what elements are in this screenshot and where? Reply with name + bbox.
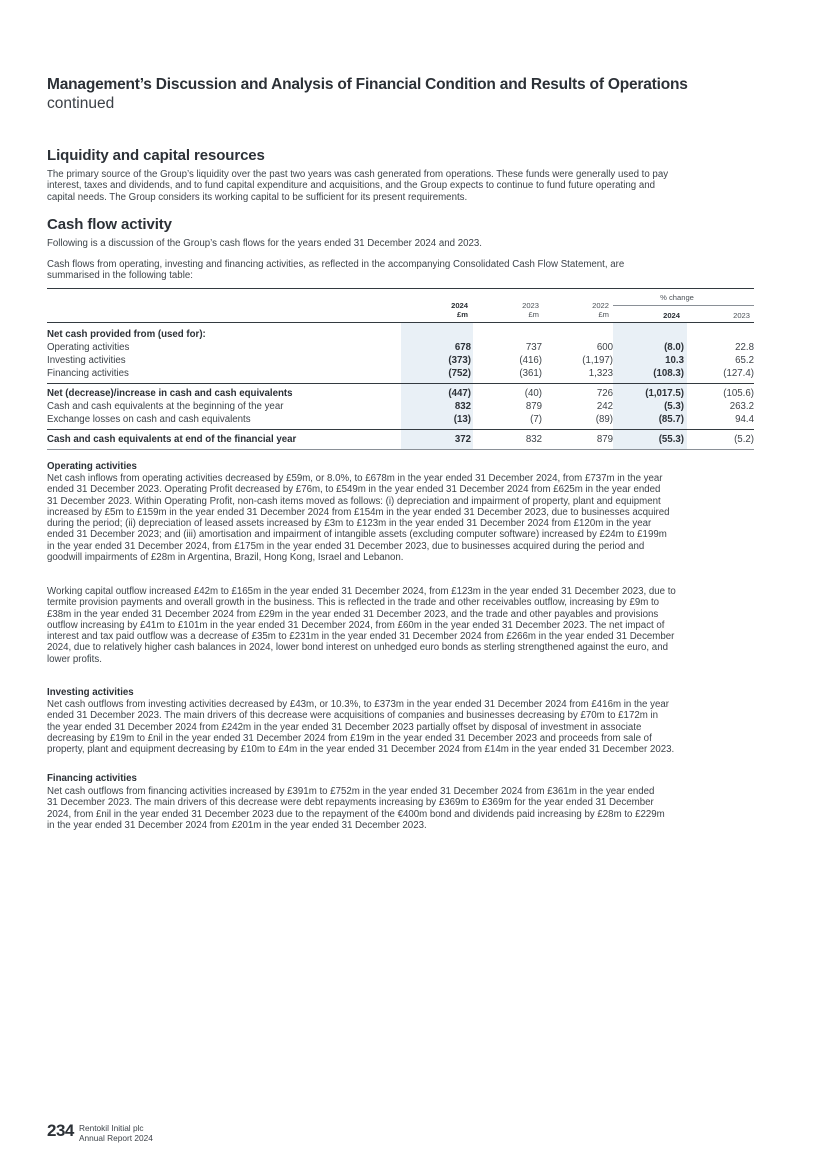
text-line: decreasing by £19m to £nil in the year ended 31 December 2024 from £19m in the year ended 31 December 2023 and proceeds from sale of [47, 732, 652, 744]
operating-paragraph-2 [47, 586, 754, 665]
subtotal-rule [47, 383, 754, 384]
table-top-rule [47, 288, 754, 289]
text-line: summarised in the following table: [47, 270, 193, 282]
table-cell: 263.2 [729, 401, 754, 412]
text-line: during the period; (ii) depreciation of leased assets increased by £3m to £123m in the year ended 31 December 2024 from £120m in the year [47, 518, 652, 530]
table-row-label: Cash and cash equivalents at end of the financial year [47, 434, 297, 445]
table-row-label: Exchange losses on cash and cash equivalents [47, 414, 251, 425]
table-cell: (5.2) [734, 434, 754, 445]
table-cell: (13) [453, 414, 471, 425]
footer-company [79, 1124, 153, 1143]
table-cell: 22.8 [735, 342, 754, 353]
table-row-label: Operating activities [47, 342, 130, 353]
table-cell: 1,323 [588, 368, 613, 379]
text-line: termite provision payments and overall growth in the business. This is reflected in the trade and other receivables outflow, increasing by £9m to [47, 597, 660, 609]
table-bottom-rule [47, 449, 754, 450]
table-cell: (55.3) [658, 434, 684, 445]
table-cell: (373) [448, 355, 471, 366]
table-cell: 879 [525, 401, 542, 412]
table-cell: 94.4 [735, 414, 754, 425]
table-cell: 678 [454, 342, 471, 353]
text-line: ended 31 December 2023. The main drivers of this decrease were acquisitions of companies and businesses decreasing by £70m to £172m in [47, 710, 659, 722]
text-line: lower profits. [47, 653, 102, 665]
page-subtitle: continued [47, 95, 115, 112]
text-line: Net cash outflows from investing activities decreased by £43m, or 10.3%, to £373m in the year ended 31 December 2024 from £416m in the year [47, 699, 669, 710]
table-cell: (85.7) [658, 414, 684, 425]
text-line: in the year ended 31 December 2024, from £175m in the year ended 31 December 2023, due to businesses acquired during the period and [47, 540, 645, 552]
table-row-label: Investing activities [47, 355, 126, 366]
table-cell: 65.2 [735, 355, 754, 366]
cash-flow-table [47, 288, 754, 450]
cashflow-intro-2 [47, 259, 754, 282]
table-cell: 10.3 [665, 355, 684, 366]
text-line: the year ended 31 December 2024 from £242m in the year ended 31 December 2023 partially offset by disposal of investment in associate [47, 721, 642, 733]
table-cell: 832 [454, 401, 471, 412]
table-cell: (40) [524, 388, 542, 399]
text-line: 2024, due to relatively higher cash balances in 2024, lower bond interest on unhedged euro bonds as sterling strengthened against the euro, and [47, 642, 668, 654]
table-cell: 726 [596, 388, 613, 399]
liquidity-paragraph [47, 169, 754, 203]
text-line: ended 31 December 2023. Operating Profit decreased by £76m, to £549m in the year ended 31 December 2024 from £625m in the year ended [47, 484, 661, 496]
text-line: interest and tax paid outflow was a decrease of £35m to £231m in the year ended 31 December 2024 from £266m in the year ended 31 December [47, 631, 675, 643]
col-2024-unit: £m [457, 310, 468, 319]
text-line: outflow increasing by £41m to £101m in the year ended 31 December 2024, from £60m in the year ended 31 December 2023. The net impact of [47, 619, 665, 631]
text-line: £38m in the year ended 31 December 2024 from £29m in the year ended 31 December 2023, and the trade and other payables and provisions [47, 608, 659, 620]
header-rule [47, 322, 754, 323]
table-cell: (127.4) [723, 368, 754, 379]
table-cell: 737 [525, 342, 542, 353]
table-cell: 600 [596, 342, 613, 353]
liquidity-heading: Liquidity and capital resources [47, 147, 265, 164]
financing-paragraph [47, 786, 754, 831]
col-change-2023: 2023 [733, 311, 750, 320]
company-name: Rentokil Initial plc [79, 1123, 144, 1133]
investing-heading: Investing activities [47, 687, 134, 698]
text-line: ended 31 December 2023; and (iii) amortisation and impairment of intangible assets (excluding computer software) increased by £24m to £199m [47, 529, 667, 541]
table-row-label: Cash and cash equivalents at the beginning of the year [47, 401, 284, 412]
table-cell: 242 [596, 401, 613, 412]
table-cell: (447) [448, 388, 471, 399]
text-line: Working capital outflow increased £42m to £165m in the year ended 31 December 2024, from £123m in the year ended 31 December 2023, due to [47, 586, 676, 597]
cashflow-intro: Following is a discussion of the Group’s cash flows for the years ended 31 December 2024 and 2023. [47, 238, 482, 249]
financing-heading: Financing activities [47, 773, 137, 784]
text-line: Cash flows from operating, investing and financing activities, as reflected in the accompanying Consolidated Cash Flow Statement, are [47, 259, 625, 270]
text-line: interest, taxes and dividends, and to fund capital expenditure and acquisitions, and the Group expects to continue to fund future operating and [47, 180, 656, 192]
investing-paragraph [47, 699, 754, 755]
operating-paragraph-1 [47, 473, 754, 563]
col-2023-year: 2023 [522, 301, 539, 310]
text-line: 31 December 2023. The main drivers of this decrease were debt repayments increasing by £369m to £369m for the year ended 31 December [47, 797, 654, 809]
table-row-label: Net (decrease)/increase in cash and cash equivalents [47, 388, 293, 399]
section-label: Net cash provided from (used for): [47, 329, 206, 340]
table-cell: (8.0) [664, 342, 684, 353]
pct-change-rule [613, 305, 754, 306]
page-number: 234 [47, 1121, 74, 1140]
table-cell: (89) [595, 414, 613, 425]
table-cell: (1,197) [582, 355, 613, 366]
text-line: goodwill impairments of £28m in Argentina, Brazil, Hong Kong, Israel and Lebanon. [47, 552, 404, 564]
col-2022-year: 2022 [592, 301, 609, 310]
text-line: property, plant and equipment decreasing by £10m to £4m in the year ended 31 December 2024 from £14m in the year ended 31 December 2023. [47, 744, 675, 756]
table-cell: 832 [525, 434, 542, 445]
operating-heading: Operating activities [47, 461, 137, 472]
table-cell: 879 [596, 434, 613, 445]
table-cell: (416) [519, 355, 542, 366]
col-2023-unit: £m [528, 310, 539, 319]
text-line: The primary source of the Group’s liquidity over the past two years was cash generated from operations. These funds were generally used to pay [47, 169, 669, 180]
text-line: 2024, from £nil in the year ended 31 December 2023 due to the repayment of the €400m bond and dividends paid increasing by £28m to £229m [47, 808, 665, 820]
table-cell: (5.3) [664, 401, 684, 412]
report-name: Annual Report 2024 [79, 1132, 153, 1143]
text-line: Net cash outflows from financing activities increased by £391m to £752m in the year ended 31 December 2024 from £361m in the year ended [47, 786, 655, 797]
text-line: increased by £5m to £159m in the year ended 31 December 2024 from £154m in the year ended 31 December 2023, due to businesses acquired [47, 506, 670, 518]
text-line: 31 December 2023. Within Operating Profit, non-cash items moved as follows: (i) depreciation and impairment of property, plant and equipment [47, 495, 661, 507]
col-2024-year: 2024 [451, 301, 468, 310]
table-cell: (7) [530, 414, 542, 425]
table-cell: 372 [454, 434, 471, 445]
text-line: in the year ended 31 December 2024 from £201m in the year ended 31 December 2023. [47, 819, 427, 831]
text-line: Net cash inflows from operating activities decreased by £59m, or 8.0%, to £678m in the year ended 31 December 2024, from £737m in the year [47, 473, 663, 484]
total-rule [47, 429, 754, 430]
col-2022-unit: £m [598, 310, 609, 319]
page-title: Management’s Discussion and Analysis of Financial Condition and Results of Operations [47, 76, 688, 93]
table-cell: (105.6) [723, 388, 754, 399]
table-cell: (1,017.5) [645, 388, 684, 399]
pct-change-label: % change [660, 293, 694, 302]
cashflow-heading: Cash flow activity [47, 216, 172, 233]
col-change-2024: 2024 [663, 311, 680, 320]
table-row-label: Financing activities [47, 368, 129, 379]
text-line: capital needs. The Group considers its working capital to be sufficient for its present requirements. [47, 191, 468, 203]
table-cell: (752) [448, 368, 471, 379]
table-cell: (108.3) [653, 368, 684, 379]
table-cell: (361) [519, 368, 542, 379]
